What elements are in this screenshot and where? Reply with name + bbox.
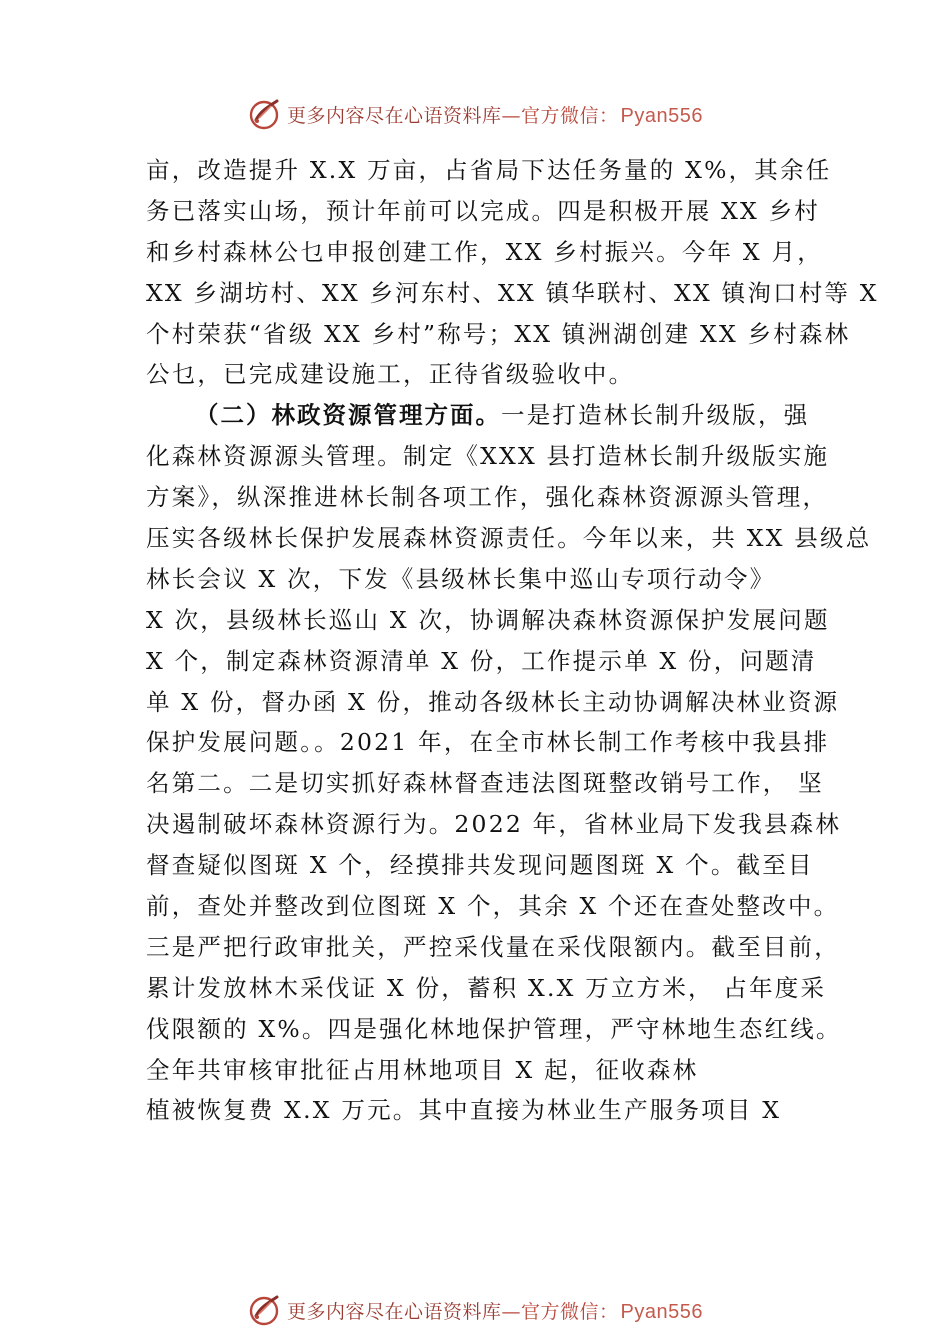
header-title: 更多内容尽在心语资料库 — [287, 104, 502, 127]
body-line: 方案》，纵深推进林长制各项工作，强化森林资源源头管理， — [146, 483, 829, 512]
body-line: 压实各级林长保护发展森林资源责任。今年以来，共 XX 县级总 — [146, 524, 872, 553]
footer-title: 更多内容尽在心语资料库 — [287, 1300, 502, 1323]
footer-separator: — — [501, 1300, 522, 1323]
section-heading-line — [146, 395, 826, 436]
section-heading: （二）林政资源管理方面。 — [195, 401, 501, 430]
header-wechat-label: 官方微信： — [521, 104, 619, 127]
body-line: 化森林资源源头管理。制定《XXX 县打造林长制升级版实施 — [146, 442, 830, 471]
body-line: X 个，制定森林资源清单 X 份，工作提示单 X 份，问题清 — [146, 646, 817, 675]
body-line: X 次，县级林长巡山 X 次，协调解决森林资源保护发展问题 — [146, 605, 830, 634]
body-line: 单 X 份，督办函 X 份，推动各级林长主动协调解决林业资源 — [146, 687, 840, 716]
body-line: 名第二。二是切实抓好森林督查违法图斑整改销号工作， 坚 — [146, 769, 824, 798]
body-line: 决遏制破坏森林资源行为。2022 年，省林业局下发我县森林 — [146, 810, 842, 839]
body-line: 累计发放林木采伐证 X 份，蓄积 X.X 万立方米， 占年度采 — [146, 973, 827, 1002]
footer-banner — [0, 1290, 950, 1330]
header-wechat-id: Pyan556 — [620, 104, 703, 127]
footer-text — [287, 1297, 703, 1324]
body-line: 个村荣获“省级 XX 乡村”称号；XX 镇洲湖创建 XX 乡村森林 — [146, 319, 851, 348]
body-line: 务已落实山场，预计年前可以完成。四是积极开展 XX 乡村 — [146, 196, 820, 225]
body-line: 三是严把行政审批关，严控采伐量在采伐限额内。截至目前， — [146, 932, 840, 961]
header-separator: — — [501, 104, 522, 127]
pen-seal-icon — [247, 1292, 283, 1328]
section-heading-rest: 一是打造林长制升级版，强 — [501, 401, 810, 430]
footer-wechat-label: 官方微信： — [521, 1300, 619, 1323]
body-line: 和乡村森林公乜申报创建工作，XX 乡村振兴。今年 X 月， — [146, 237, 823, 266]
body-line: XX 乡湖坊村、XX 乡河东村、XX 镇华联村、XX 镇洵口村等 X — [146, 278, 879, 307]
footer-wechat-id: Pyan556 — [620, 1300, 703, 1323]
body-line: 林长会议 X 次，下发《县级林长集中巡山专项行动令》 — [146, 564, 776, 593]
pen-seal-icon — [247, 96, 283, 132]
body-line: 全年共审核审批征占用林地项目 X 起，征收森林 — [146, 1055, 699, 1084]
body-line: 督查疑似图斑 X 个，经摸排共发现问题图斑 X 个。截至目 — [146, 851, 814, 880]
body-line: 亩，改造提升 X.X 万亩，占省局下达任务量的 X%，其余任 — [146, 156, 832, 184]
body-line: 伐限额的 X%。四是强化林地保护管理，严守林地生态红线。 — [146, 1014, 842, 1043]
header-text — [287, 101, 703, 128]
body-line: 植被恢复费 X.X 万元。其中直接为林业生产服务项目 X — [146, 1096, 782, 1125]
body-line: 前，查处并整改到位图斑 X 个，其余 X 个还在查处整改中。 — [146, 892, 840, 921]
document-body — [146, 150, 879, 1131]
header-banner — [0, 94, 950, 134]
body-line: 公乜，已完成建设施工，正待省级验收中。 — [146, 360, 635, 389]
body-line: 保护发展问题。。2021 年，在全市林长制工作考核中我县排 — [146, 728, 830, 757]
